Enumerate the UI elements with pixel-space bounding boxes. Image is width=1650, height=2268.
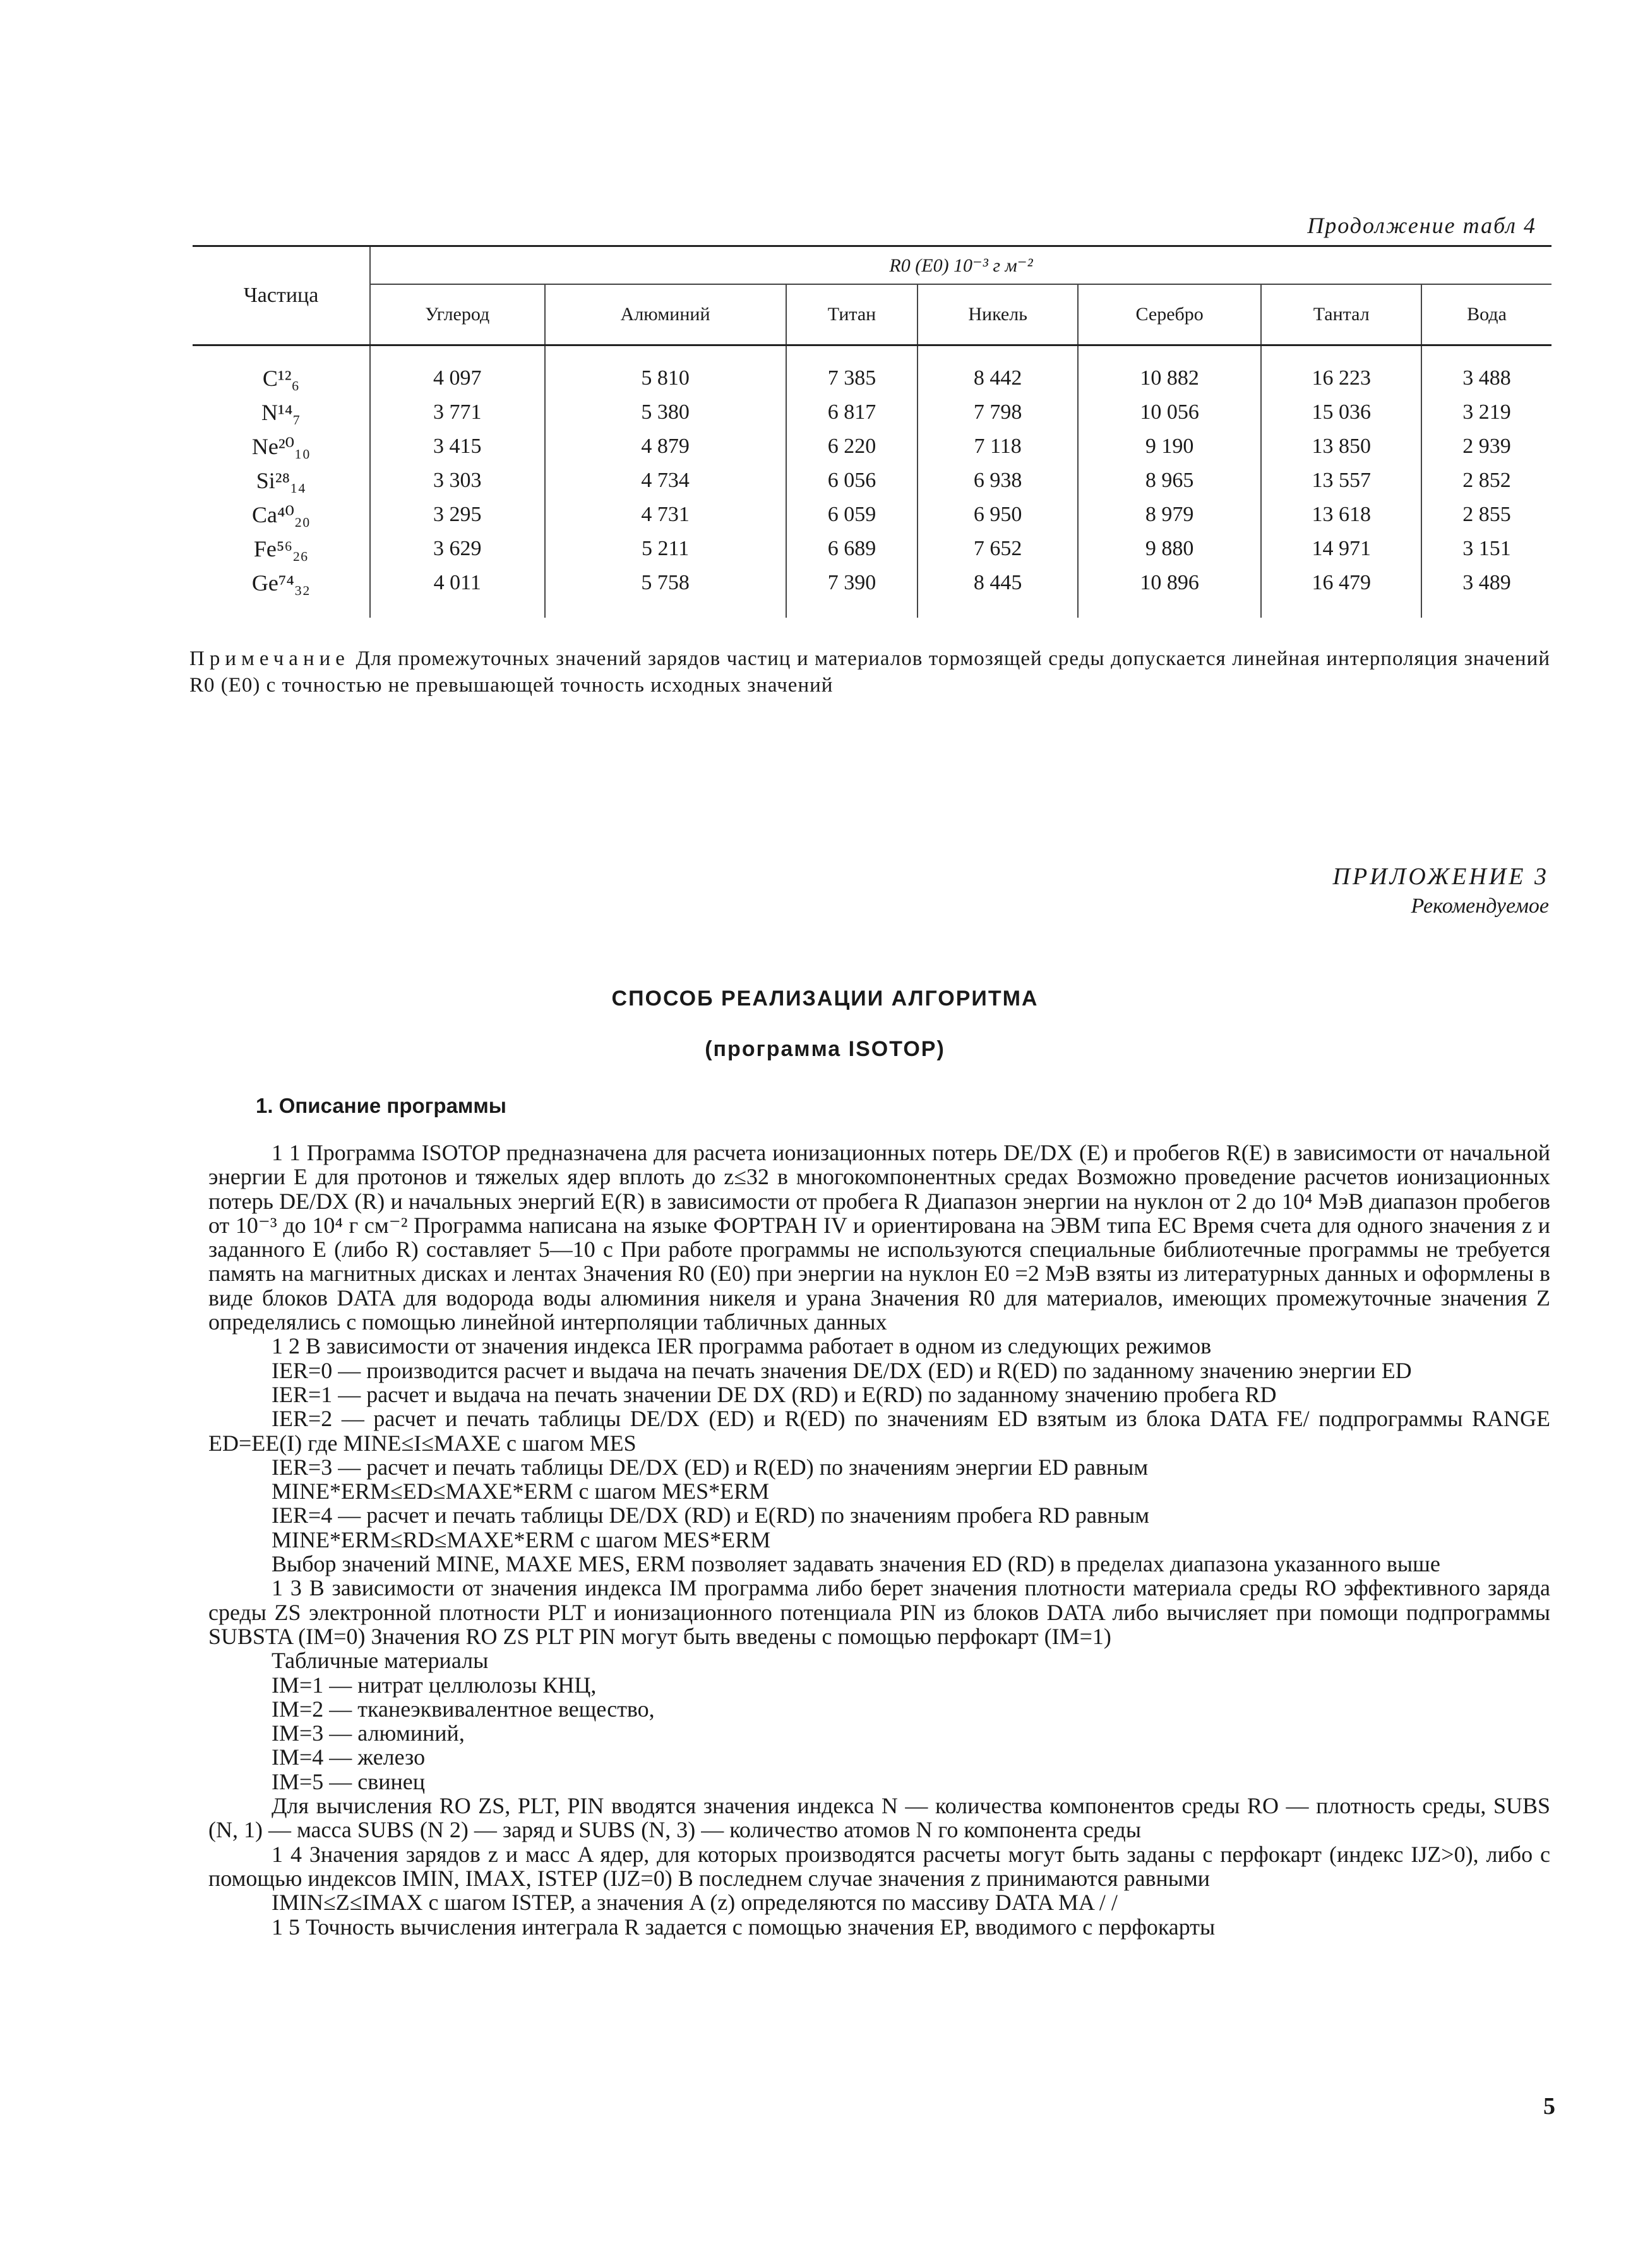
table-row [193, 498, 1551, 532]
paragraph: Для вычисления RO ZS, PLT, PIN вводятся значения индекса N — количества компонентов среды RO — плотность среды, SUBS (N, 1) — масса SUBS (N 2) — заряд и SUBS (N, 3) — количество атомов N го компонента среды [208, 1793, 1550, 1843]
material-header: Никель [918, 284, 1078, 345]
material-header: Тантал [1261, 284, 1421, 345]
value-cell: 5 211 [545, 532, 786, 566]
paragraph: Выбор значений MINE, MAXE MES, ERM позволяет задавать значения ED (RD) в пределах диапазона указанного выше [272, 1551, 1440, 1577]
value-cell: 8 979 [1078, 498, 1261, 532]
appendix-subtitle: Рекомендуемое [1411, 894, 1549, 918]
main-heading: СПОСОБ РЕАЛИЗАЦИИ АЛГОРИТМА [611, 987, 1039, 1011]
value-cell: 3 151 [1462, 537, 1511, 560]
material-header: Вода [1421, 284, 1551, 345]
appendix-title: ПРИЛОЖЕНИЕ 3 [1332, 863, 1549, 890]
value-cell: 7 118 [918, 429, 1078, 464]
value-cell: 6 056 [786, 464, 918, 498]
note-lead: Примечание [189, 647, 350, 670]
value-cell: 5 380 [545, 395, 786, 429]
table-row [193, 464, 1551, 498]
paragraph: IM=5 — свинец [272, 1768, 426, 1794]
value-cell: 7 652 [918, 532, 1078, 566]
value-cell: 10 896 [1078, 566, 1261, 618]
value-cell: 16 223 [1261, 345, 1421, 396]
value-cell: 13 557 [1261, 464, 1421, 498]
value-cell: 6 689 [786, 532, 918, 566]
particle-cell: Ca⁴⁰₂₀ [193, 498, 370, 532]
paragraph: IM=4 — железо [272, 1744, 426, 1770]
value-cell: 15 036 [1261, 395, 1421, 429]
paragraph: IER=2 — расчет и печать таблицы DE/DX (ED) и R(ED) по значениям ED взятым из блока DATA FE/ подпрограммы RANGE ED=EE(I) где MINE≤I≤MAXE с шагом MES [208, 1406, 1550, 1456]
particle-cell: C¹²₆ [193, 345, 370, 396]
paragraph: Табличные материалы [272, 1648, 489, 1674]
value-cell: 4 734 [545, 464, 786, 498]
value-cell: 6 817 [786, 395, 918, 429]
paragraph: MINE*ERM≤RD≤MAXE*ERM с шагом MES*ERM [272, 1527, 771, 1552]
paragraph: 1 1 Программа ISOTOP предназначена для расчета ионизационных потерь DE/DX (E) и пробегов R(E) в зависимости от начальной энергии E для протонов и тяжелых ядер вплоть до z≤32 в многокомпонентных средах Возможно проведение расчетов ионизационных потерь DE/DX (R) и начальных энергий E(R) в зависимости от пробега R Диапазон энергии на нуклон от 2 до 10⁴ МэВ диапазон пробегов от 10⁻³ до 10⁴ г см⁻² Программа написана на языке ФОРТРАН IV и ориентирована на ЭВМ типа ЕС Время счета для одного значения z и заданного E (либо R) составляет 5—10 с При работе программы не используются специальные библиотечные программы не требуется память на магнитных дисках и лентах Значения R0 (E0) при энергии на нуклон E0 =2 МэВ взяты из литературных данных и оформлены в виде блоков DATA для водорода воды алюминия никеля и урана Значения R0 для материалов, имеющих промежуточные значения Z определялись с помощью линейной интерполяции табличных данных [208, 1140, 1550, 1335]
table-row [193, 532, 1551, 566]
table-row [193, 345, 1551, 396]
value-cell: 4 731 [545, 498, 786, 532]
particle-cell: N¹⁴₇ [193, 395, 370, 429]
material-header: Углерод [370, 284, 545, 345]
value-cell: 6 938 [918, 464, 1078, 498]
paragraph: MINE*ERM≤ED≤MAXE*ERM с шагом MES*ERM [272, 1479, 770, 1504]
table-row [193, 566, 1551, 618]
value-cell: 2 852 [1462, 469, 1511, 492]
paragraph: IM=1 — нитрат целлюлозы КНЦ, [272, 1672, 597, 1698]
material-header: Серебро [1078, 284, 1261, 345]
value-cell: 3 415 [370, 429, 545, 464]
value-cell: 8 442 [918, 345, 1078, 396]
paragraph: 1 2 В зависимости от значения индекса IER программа работает в одном из следующих режимов [272, 1333, 1212, 1359]
particle-header: Частица [193, 246, 370, 345]
value-cell: 7 385 [786, 345, 918, 396]
paragraph: IER=1 — расчет и выдача на печать значении DE DX (RD) и E(RD) по заданному значению пробега RD [272, 1381, 1277, 1407]
paragraph: IMIN≤Z≤IMAX с шагом ISTEP, а значения A (z) определяются по массиву DATA MA / / [272, 1890, 1118, 1916]
material-header: Титан [786, 284, 918, 345]
body-text [208, 1141, 1550, 1939]
value-cell: 16 479 [1261, 566, 1421, 618]
value-cell: 5 758 [545, 566, 786, 618]
value-cell: 9 190 [1078, 429, 1261, 464]
value-cell: 3 488 [1462, 366, 1511, 390]
value-cell: 9 880 [1078, 532, 1261, 566]
particle-cell: Fe⁵⁶₂₆ [193, 532, 370, 566]
value-cell: 10 882 [1078, 345, 1261, 396]
value-cell: 4 011 [370, 566, 545, 618]
note-text: Для промежуточных значений зарядов частиц и материалов тормозящей среды допускается линейная интерполяция значений R0 (E0) с точностью не превышающей точность исходных значений [189, 647, 1550, 697]
value-cell: 14 971 [1261, 532, 1421, 566]
paragraph: IER=4 — расчет и печать таблицы DE/DX (RD) и E(RD) по значениям пробега RD равным [272, 1503, 1150, 1528]
particle-cell: Ne²⁰₁₀ [193, 429, 370, 464]
value-cell: 4 879 [545, 429, 786, 464]
section-title: 1. Описание программы [256, 1094, 506, 1117]
value-cell: 4 097 [370, 345, 545, 396]
paragraph: 1 3 В зависимости от значения индекса IM программа либо берет значения плотности материала среды RO эффективного заряда среды ZS электронной плотности PLT и ионизационного потенциала PIN из блоков DATA либо вычисляет при помощи подпрограммы SUBSTA (IM=0) Значения RO ZS PLT PIN могут быть введены с помощью перфокарт (IM=1) [208, 1575, 1550, 1649]
value-cell: 7 798 [918, 395, 1078, 429]
particle-cell: Ge⁷⁴₃₂ [193, 566, 370, 618]
particle-cell: Si²⁸₁₄ [193, 464, 370, 498]
value-cell: 7 390 [786, 566, 918, 618]
material-header: Алюминий [545, 284, 786, 345]
paragraph: IM=2 — тканеэквивалентное вещество, [272, 1696, 655, 1722]
value-cell: 8 965 [1078, 464, 1261, 498]
value-cell: 3 219 [1462, 400, 1511, 424]
continuation-label: Продолжение табл 4 [1307, 213, 1536, 238]
value-cell: 2 939 [1462, 435, 1511, 458]
paragraph: IM=3 — алюминий, [272, 1720, 465, 1746]
paragraph: IER=3 — расчет и печать таблицы DE/DX (ED) и R(ED) по значениям энергии ED равным [272, 1454, 1149, 1480]
range-units-header: R0 (E0) 10⁻³ г м⁻² [370, 246, 1551, 285]
value-cell: 3 629 [370, 532, 545, 566]
value-cell: 5 810 [545, 345, 786, 396]
value-cell: 6 950 [918, 498, 1078, 532]
page-number: 5 [1543, 2093, 1555, 2120]
value-cell: 10 056 [1078, 395, 1261, 429]
paragraph: 1 5 Точность вычисления интеграла R задается с помощью значения EP, вводимого с перфокарты [272, 1914, 1216, 1940]
value-cell: 2 855 [1462, 503, 1511, 526]
value-cell: 3 303 [370, 464, 545, 498]
table-row [193, 429, 1551, 464]
value-cell: 3 489 [1462, 571, 1511, 594]
value-cell: 3 295 [370, 498, 545, 532]
paragraph: 1 4 Значения зарядов z и масс A ядер, для которых производятся расчеты могут быть заданы с перфокарт (индекс IJZ>0), либо с помощью индексов IMIN, IMAX, ISTEP (IJZ=0) В последнем случае значения z принимаются равными [208, 1841, 1550, 1891]
table-row [193, 395, 1551, 429]
value-cell: 8 445 [918, 566, 1078, 618]
value-cell: 6 220 [786, 429, 918, 464]
paragraph: IER=0 — производится расчет и выдача на печать значения DE/DX (ED) и R(ED) по заданному значению энергии ED [272, 1357, 1412, 1383]
ranges-table [193, 245, 1551, 618]
sub-heading: (программа ISOTOP) [705, 1037, 945, 1061]
value-cell: 6 059 [786, 498, 918, 532]
table-note [189, 645, 1550, 699]
value-cell: 13 618 [1261, 498, 1421, 532]
value-cell: 13 850 [1261, 429, 1421, 464]
value-cell: 3 771 [370, 395, 545, 429]
